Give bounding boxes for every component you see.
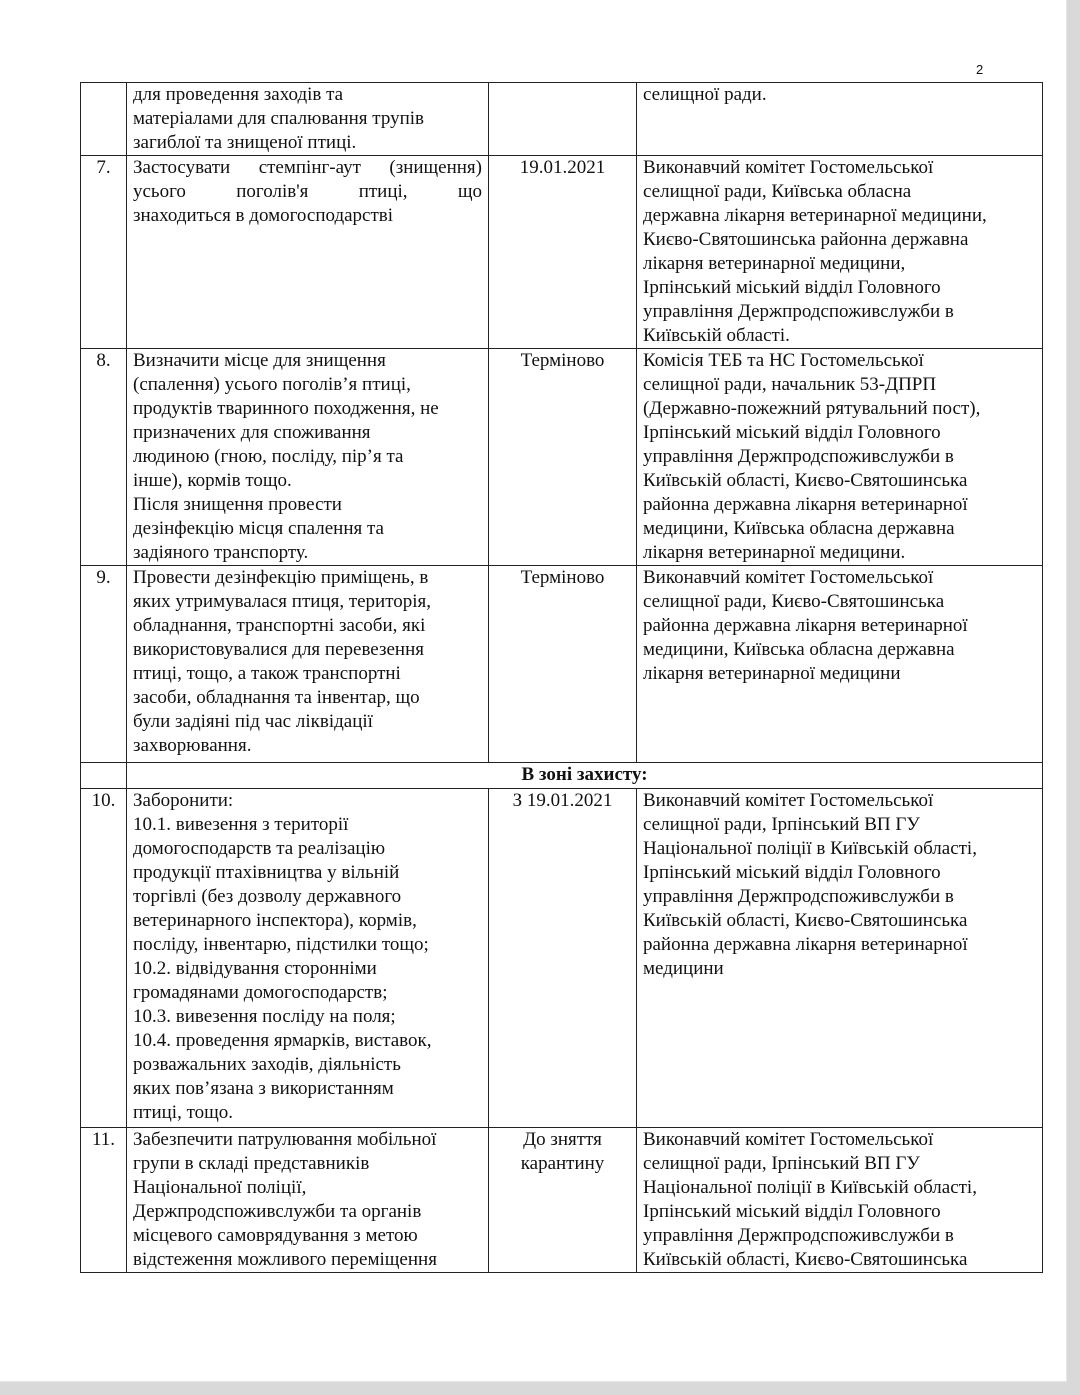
action-line: обладнання, транспортні засоби, які [133, 615, 426, 636]
row-number: 9. [81, 566, 127, 763]
action-line: птиці, тощо. [133, 1102, 234, 1123]
row-number: 8. [81, 349, 127, 566]
responsible-line: селищної ради, начальник 53-ДПРП [643, 374, 937, 395]
responsible-line: Національної поліції в Київській області, [643, 838, 977, 859]
term-cell: Терміново [489, 566, 637, 763]
action-cell [127, 566, 489, 763]
responsible-line: районна державна лікарня ветеринарної [643, 615, 968, 636]
term-cell: З 19.01.2021 [489, 789, 637, 1128]
responsible-line: медицини [643, 958, 724, 979]
responsible-cell [637, 156, 1043, 349]
action-line: торгівлі (без дозволу державного [133, 886, 402, 907]
action-line: дезінфекцію місця спалення та [133, 518, 384, 539]
responsible-line: селищної ради, Ірпінський ВП ГУ [643, 814, 920, 835]
row-number: 11. [81, 1128, 127, 1273]
table-row [81, 349, 1043, 566]
responsible-line: управління Держпродспоживслужби в [643, 301, 954, 322]
responsible-line: Виконавчий комітет Гостомельської [643, 790, 934, 811]
action-line: захворювання. [133, 735, 252, 756]
row-number [81, 83, 127, 156]
action-line: Після знищення провести [133, 494, 342, 515]
responsible-cell [637, 566, 1043, 763]
action-line: усього поголів'я птиці, що [133, 181, 482, 202]
responsible-cell [637, 789, 1043, 1128]
action-line: домогосподарств та реалізацію [133, 838, 386, 859]
responsible-line: Ірпінський міський відділ Головного [643, 862, 941, 883]
responsible-line: медицини, Київська обласна державна [643, 639, 955, 660]
responsible-line: Виконавчий комітет Гостомельської [643, 157, 934, 178]
row-number: 10. [81, 789, 127, 1128]
responsible-line: медицини, Київська обласна державна [643, 518, 955, 539]
responsible-line: Національної поліції в Київській області, [643, 1177, 977, 1198]
section-header-row [81, 763, 1043, 789]
action-line: яких утримувалася птиця, територія, [133, 591, 432, 612]
table-row [81, 83, 1043, 156]
action-line: 10.2. відвідування сторонніми [133, 958, 377, 979]
responsible-line: селищної ради, Києво-Святошинська [643, 591, 945, 612]
responsible-line: Київській області, Києво-Святошинська [643, 470, 968, 491]
action-cell [127, 789, 489, 1128]
term-cell [489, 83, 637, 156]
responsible-line: селищної ради, Київська обласна [643, 181, 912, 202]
table-row [81, 566, 1043, 763]
action-line: яких пов’язана з використанням [133, 1078, 394, 1099]
action-line: ветеринарного інспектора), кормів, [133, 910, 417, 931]
responsible-line: селищної ради, Ірпінський ВП ГУ [643, 1153, 920, 1174]
action-line: відстеження можливого переміщення [133, 1249, 437, 1270]
responsible-line: Києво-Святошинська районна державна [643, 229, 969, 250]
action-line: продукції птахівництва у вільній [133, 862, 400, 883]
action-line: місцевого самоврядування з метою [133, 1225, 418, 1246]
responsible-line: Виконавчий комітет Гостомельської [643, 1129, 934, 1150]
responsible-cell [637, 1128, 1043, 1273]
responsible-line: Київській області, Києво-Святошинська [643, 1249, 968, 1270]
responsible-line: селищної ради. [643, 84, 767, 105]
action-line: використовувалися для перевезення [133, 639, 424, 660]
action-line: (спалення) усього поголів’я птиці, [133, 374, 411, 395]
action-line: розважальних заходів, діяльність [133, 1054, 401, 1075]
responsible-line: управління Держпродспоживслужби в [643, 886, 954, 907]
responsible-line: Київській області, Києво-Святошинська [643, 910, 968, 931]
action-cell [127, 1128, 489, 1273]
action-line: Національної поліції, [133, 1177, 307, 1198]
responsible-line: районна державна лікарня ветеринарної [643, 934, 968, 955]
responsible-line: Ірпінський міський відділ Головного [643, 1201, 941, 1222]
table-row [81, 1128, 1043, 1273]
table-row [81, 789, 1043, 1128]
section-title: В зоні захисту: [127, 763, 1043, 789]
action-line: 10.3. вивезення посліду на поля; [133, 1006, 396, 1027]
action-line: знаходиться в домогосподарстві [133, 205, 394, 226]
action-line: призначених для споживання [133, 422, 371, 443]
action-line: інше), кормів тощо. [133, 470, 292, 491]
action-line: птиці, тощо, а також транспортні [133, 663, 401, 684]
action-line: продуктів тваринного походження, не [133, 398, 439, 419]
responsible-cell [637, 349, 1043, 566]
action-line: матеріалами для спалювання трупів [133, 108, 425, 129]
action-cell [127, 349, 489, 566]
measures-table [80, 82, 1043, 1273]
action-line: громадянами домогосподарств; [133, 982, 388, 1003]
responsible-line: лікарня ветеринарної медицини [643, 663, 901, 684]
responsible-line: управління Держпродспоживслужби в [643, 1225, 954, 1246]
page-number: 2 [976, 62, 984, 77]
action-line: Визначити місце для знищення [133, 350, 386, 371]
responsible-line: Київській області. [643, 325, 790, 346]
responsible-line: Ірпінський міський відділ Головного [643, 277, 941, 298]
action-line: людиною (гною, послiду, пір’я та [133, 446, 404, 467]
action-line: Держпродспоживслужби та органів [133, 1201, 422, 1222]
responsible-cell [637, 83, 1043, 156]
action-line: задіяного транспорту. [133, 542, 309, 563]
action-line: посліду, інвентарю, підстилки тощо; [133, 934, 429, 955]
action-line: групи в складі представників [133, 1153, 370, 1174]
action-line: для проведення заходів та [133, 84, 344, 105]
term-cell: 19.01.2021 [489, 156, 637, 349]
section-number-cell [81, 763, 127, 789]
action-line: були задіяні під час ліквідації [133, 711, 373, 732]
action-line: Забезпечити патрулювання мобільної [133, 1129, 437, 1150]
term-cell: Терміново [489, 349, 637, 566]
responsible-line: Виконавчий комітет Гостомельської [643, 567, 934, 588]
responsible-line: (Державно-пожежний рятувальний пост), [643, 398, 981, 419]
responsible-line: управління Держпродспоживслужби в [643, 446, 954, 467]
responsible-line: лікарня ветеринарної медицини, [643, 253, 906, 274]
responsible-line: Ірпінський міський відділ Головного [643, 422, 941, 443]
responsible-line: Комісія ТЕБ та НС Гостомельської [643, 350, 924, 371]
action-line: Заборонити: [133, 790, 234, 811]
responsible-line: державна лікарня ветеринарної медицини, [643, 205, 987, 226]
action-line: загиблої та знищеної птиці. [133, 132, 357, 153]
action-line: засоби, обладнання та інвентар, що [133, 687, 420, 708]
action-cell [127, 156, 489, 349]
action-cell [127, 83, 489, 156]
action-line: 10.1. вивезення з території [133, 814, 349, 835]
action-line: 10.4. проведення ярмарків, виставок, [133, 1030, 432, 1051]
action-line: Провести дезінфекцію приміщень, в [133, 567, 429, 588]
row-number: 7. [81, 156, 127, 349]
responsible-line: районна державна лікарня ветеринарної [643, 494, 968, 515]
term-cell: До зняття карантину [489, 1128, 637, 1273]
responsible-line: лікарня ветеринарної медицини. [643, 542, 906, 563]
action-line: Застосувати стемпінг-аут (знищення) [133, 157, 482, 178]
table-row [81, 156, 1043, 349]
